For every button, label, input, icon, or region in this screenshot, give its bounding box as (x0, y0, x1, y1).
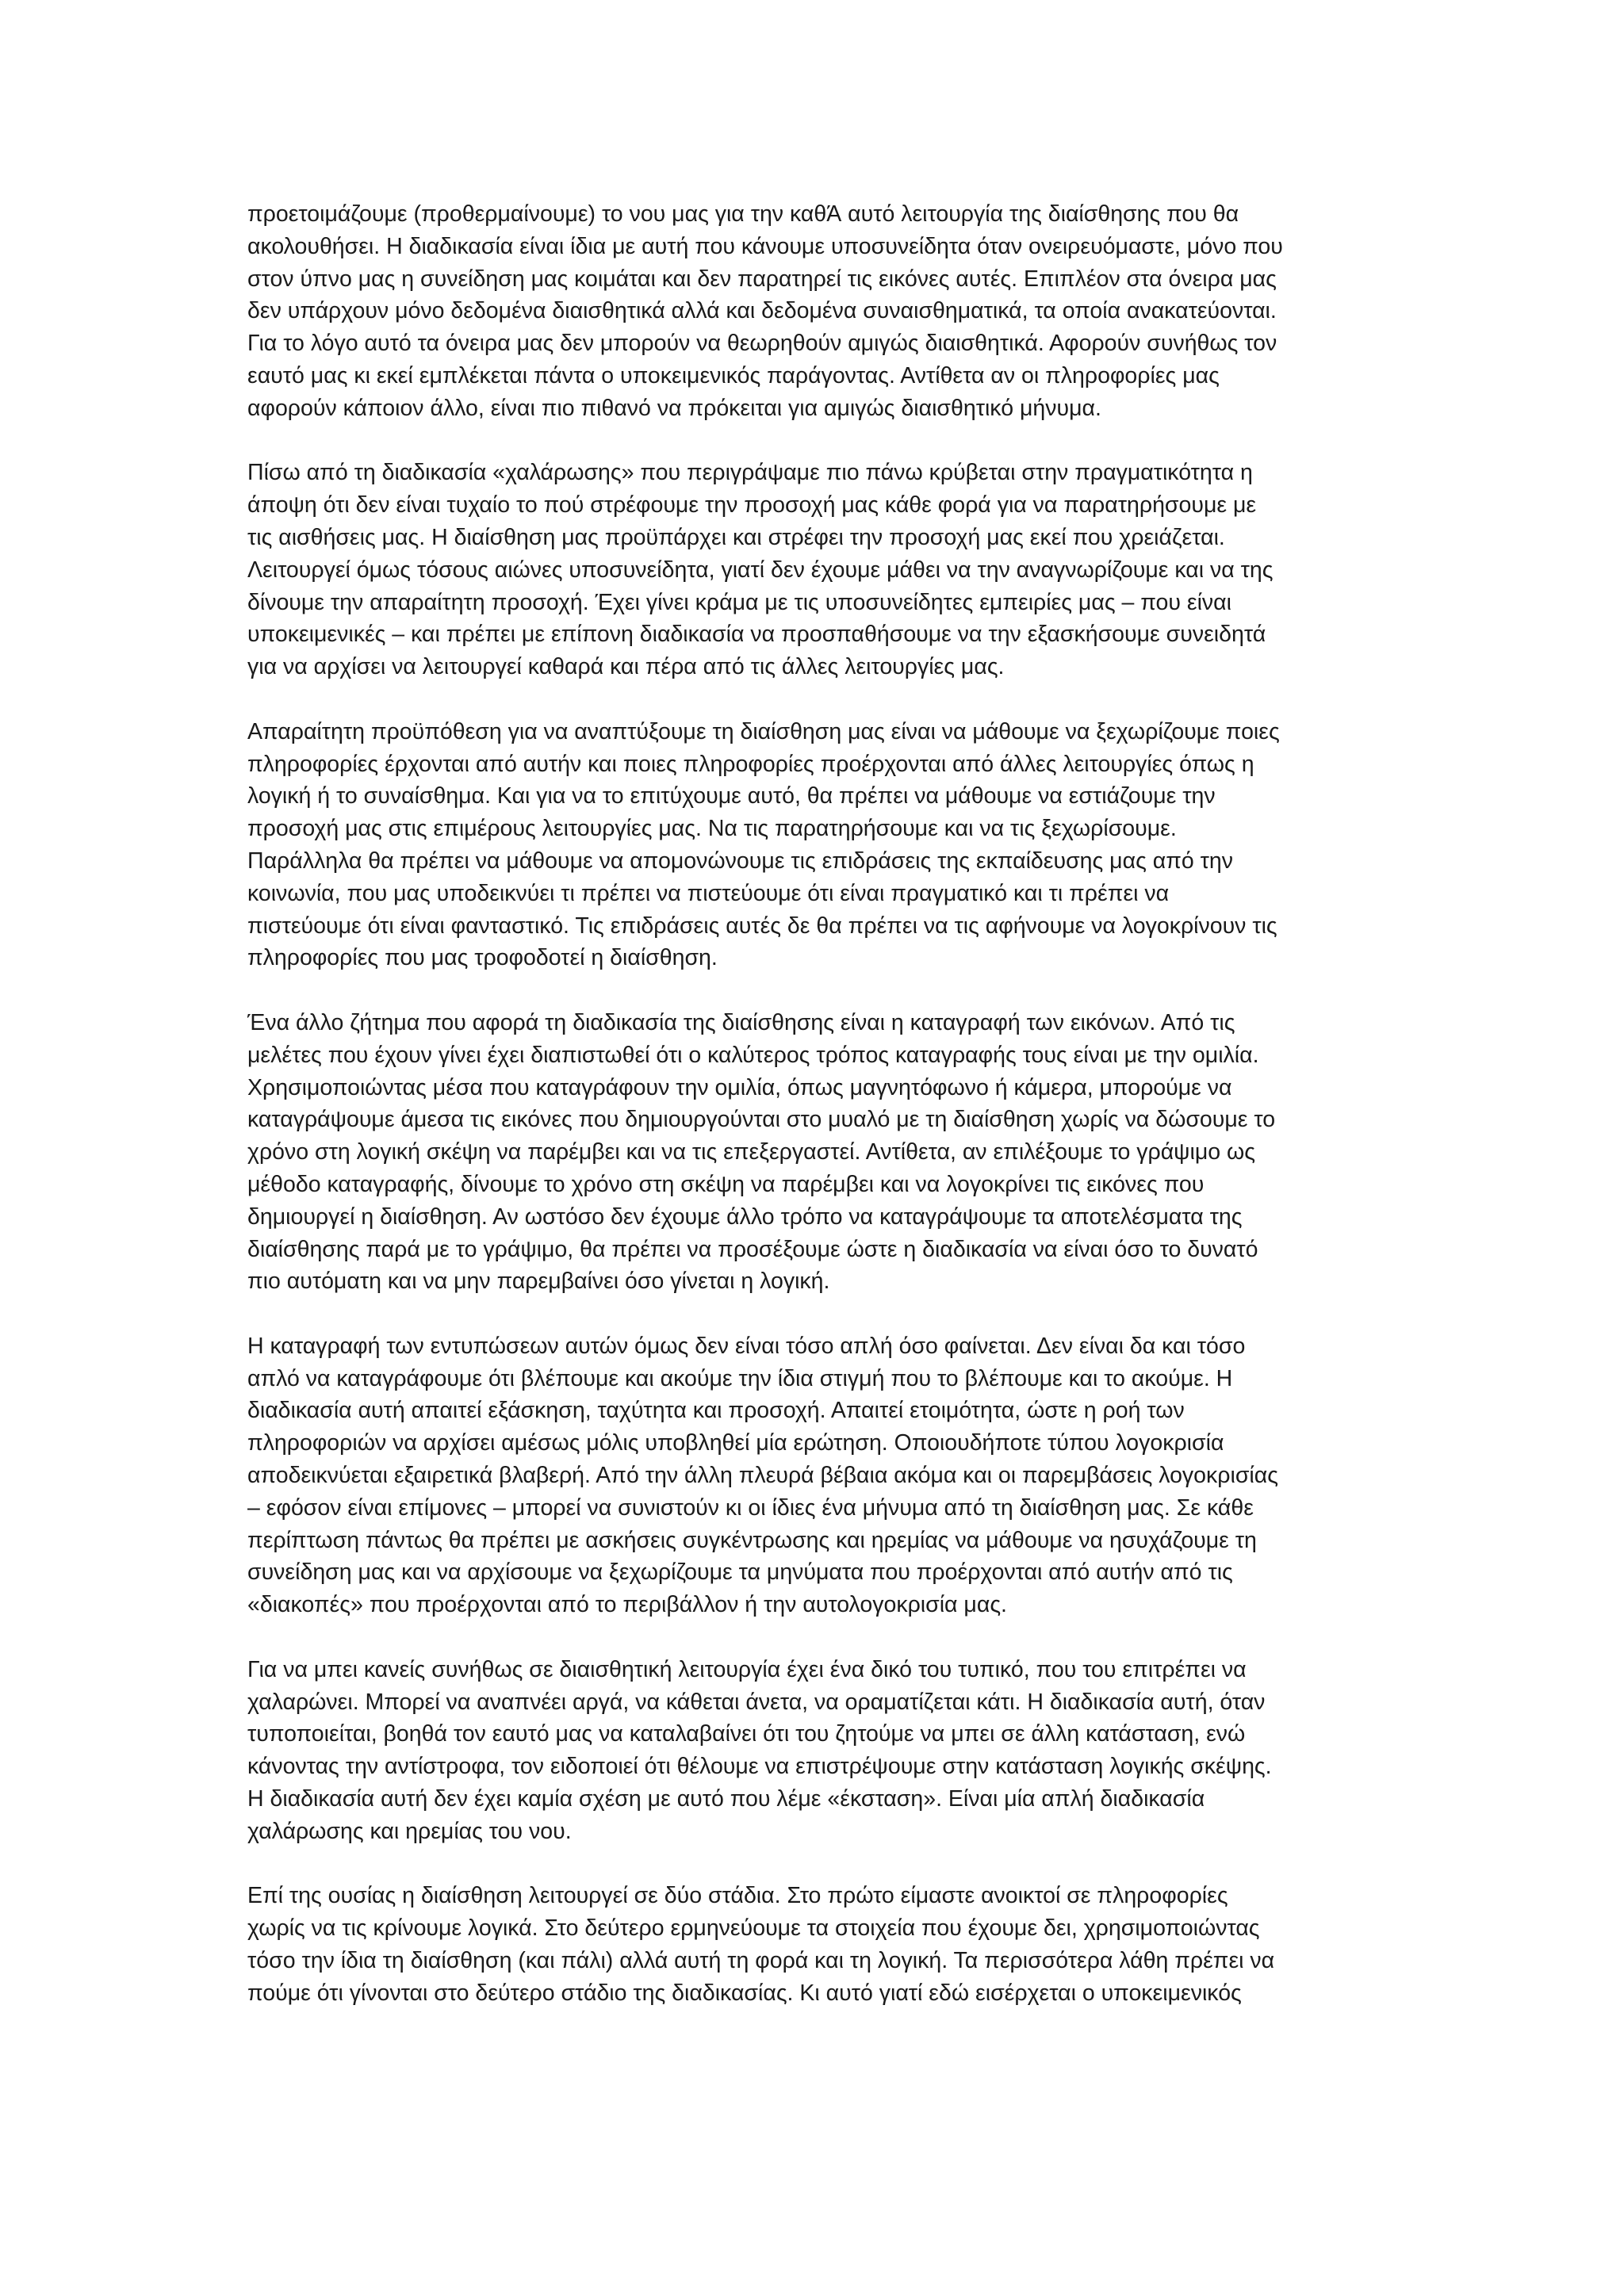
text-line: Πίσω από τη διαδικασία «χαλάρωσης» που περιγράψαμε πιο πάνω κρύβεται στην πραγματικότητα η (247, 460, 1253, 486)
paragraph-7 (247, 1880, 1397, 2009)
text-line: χαλαρώνει. Μπορεί να αναπνέει αργά, να κάθεται άνετα, να οραματίζεται κάτι. Η διαδικασία αυτή, όταν (247, 1689, 1266, 1715)
text-line: Επί της ουσίας η διαίσθηση λειτουργεί σε δύο στάδια. Στο πρώτο είμαστε ανοικτοί σε πληροφορίες (247, 1883, 1228, 1909)
text-line: πούμε ότι γίνονται στο δεύτερο στάδιο της διαδικασίας. Κι αυτό γιατί εδώ εισέρχεται ο υποκειμενικός (247, 1980, 1242, 2006)
text-line: απλό να καταγράφουμε ότι βλέπουμε και ακούμε την ίδια στιγμή που το βλέπουμε και το ακούμε. Η (247, 1365, 1233, 1391)
text-line: Για το λόγο αυτό τα όνειρα μας δεν μπορούν να θεωρηθούν αμιγώς διαισθητικά. Αφορούν συνήθως τον (247, 331, 1277, 357)
text-line: πιστεύουμε ότι είναι φανταστικό. Τις επιδράσεις αυτές δε θα πρέπει να τις αφήνουμε να λογοκρίνουν τις (247, 913, 1277, 939)
text-line: υποκειμενικές – και πρέπει με επίπονη διαδικασία να προσπαθήσουμε να την εξασκήσουμε συνειδητά (247, 622, 1266, 648)
text-line: δίνουμε την απαραίτητη προσοχή. Έχει γίνει κράμα με τις υποσυνείδητες εμπειρίες μας – που είναι (247, 589, 1231, 615)
text-line: μέθοδο καταγραφής, δίνουμε το χρόνο στη σκέψη να παρέμβει και να λογοκρίνει τις εικόνες που (247, 1171, 1205, 1197)
text-line: πληροφορίες έρχονται από αυτήν και ποιες πληροφορίες προέρχονται από άλλες λειτουργίες όπως η (247, 751, 1254, 777)
paragraph-5 (247, 1330, 1397, 1621)
text-line: άποψη ότι δεν είναι τυχαίο το πού στρέφουμε την προσοχή μας κάθε φορά για να παρατηρήσουμε με (247, 492, 1257, 519)
text-line: χαλάρωσης και ηρεμίας του νου. (247, 1818, 572, 1844)
text-line: διαδικασία αυτή απαιτεί εξάσκηση, ταχύτητα και προσοχή. Απαιτεί ετοιμότητα, ώστε η ροή των (247, 1398, 1185, 1424)
text-line: αφορούν κάποιον άλλο, είναι πιο πιθανό να πρόκειται για αμιγώς διαισθητικό μήνυμα. (247, 395, 1101, 421)
text-line: πληροφορίες που μας τροφοδοτεί η διαίσθηση. (247, 945, 718, 971)
text-line: Για να μπει κανείς συνήθως σε διαισθητική λειτουργία έχει ένα δικό του τυπικό, που του επιτρέπει να (247, 1656, 1247, 1682)
text-line: κοινωνία, που μας υποδεικνύει τι πρέπει να πιστεύουμε ότι είναι πραγματικό και τι πρέπει να (247, 880, 1170, 906)
text-line: τυποποιείται, βοηθά τον εαυτό μας να καταλαβαίνει ότι του ζητούμε να μπει σε άλλη κατάσταση, ενώ (247, 1721, 1246, 1747)
text-line: ακολουθήσει. Η διαδικασία είναι ίδια με αυτή που κάνουμε υποσυνείδητα όταν ονειρευόμαστε, μόνο που (247, 233, 1283, 259)
text-line: αποδεικνύεται εξαιρετικά βλαβερή. Από την άλλη πλευρά βέβαια ακόμα και οι παρεμβάσεις λογοκρισίας (247, 1463, 1278, 1489)
text-line: Χρησιμοποιώντας μέσα που καταγράφουν την ομιλία, όπως μαγνητόφωνο ή κάμερα, μπορούμε να (247, 1074, 1232, 1100)
text-line: συνείδηση μας και να αρχίσουμε να ξεχωρίζουμε τα μηνύματα που προέρχονται από αυτήν από τις (247, 1559, 1233, 1586)
text-line: κάνοντας την αντίστροφα, τον ειδοποιεί ότι θέλουμε να επιστρέψουμε στην κατάσταση λογικής σκέψης. (247, 1754, 1272, 1780)
text-line: τις αισθήσεις μας. Η διαίσθηση μας προϋπάρχει και στρέφει την προσοχή μας εκεί που χρειάζεται. (247, 524, 1225, 550)
text-line: διαίσθησης παρά με το γράψιμο, θα πρέπει να προσέξουμε ώστε η διαδικασία να είναι όσο το δυνατό (247, 1236, 1258, 1262)
text-line: τόσο την ίδια τη διαίσθηση (και πάλι) αλλά αυτή τη φορά και τη λογική. Τα περισσότερα λάθη πρέπει να (247, 1948, 1275, 1974)
text-line: δεν υπάρχουν μόνο δεδομένα διαισθητικά αλλά και δεδομένα συναισθηματικά, τα οποία ανακατεύονται. (247, 298, 1277, 324)
paragraph-6 (247, 1654, 1397, 1848)
text-line: – εφόσον είναι επίμονες – μπορεί να συνιστούν κι οι ίδιες ένα μήνυμα από τη διαίσθηση μας. Σε κάθε (247, 1494, 1254, 1521)
document-page (247, 198, 1397, 2042)
text-line: περίπτωση πάντως θα πρέπει με ασκήσεις συγκέντρωσης και ηρεμίας να μάθουμε να ησυχάζουμε τη (247, 1527, 1257, 1553)
paragraph-3 (247, 716, 1397, 974)
text-line: δημιουργεί η διαίσθηση. Αν ωστόσο δεν έχουμε άλλο τρόπο να καταγράψουμε τα αποτελέσματα της (247, 1203, 1243, 1230)
text-line: Η καταγραφή των εντυπώσεων αυτών όμως δεν είναι τόσο απλή όσο φαίνεται. Δεν είναι δα και τόσο (247, 1333, 1246, 1359)
paragraph-2 (247, 457, 1397, 683)
text-line: χρόνο στη λογική σκέψη να παρέμβει και να τις επεξεργαστεί. Αντίθετα, αν επιλέξουμε το γράψιμο ως (247, 1139, 1255, 1165)
text-line: στον ύπνο μας η συνείδηση μας κοιμάται και δεν παρατηρεί τις εικόνες αυτές. Επιπλέον στα όνειρα μας (247, 266, 1277, 292)
text-line: Λειτουργεί όμως τόσους αιώνες υποσυνείδητα, γιατί δεν έχουμε μάθει να την αναγνωρίζουμε και να της (247, 557, 1274, 583)
text-line: «διακοπές» που προέρχονται από το περιβάλλον ή την αυτολογοκρισία μας. (247, 1592, 1007, 1618)
text-line: Παράλληλα θα πρέπει να μάθουμε να απομονώνουμε τις επιδράσεις της εκπαίδευσης μας από την (247, 848, 1233, 874)
text-line: προετοιμάζουμε (προθερμαίνουμε) το νου μας για την καθΆ αυτό λειτουργία της διαίσθησης που θα (247, 201, 1239, 227)
text-line: Η διαδικασία αυτή δεν έχει καμία σχέση με αυτό που λέμε «έκσταση». Είναι μία απλή διαδικασία (247, 1786, 1205, 1812)
paragraph-1 (247, 198, 1397, 425)
text-line: προσοχή μας στις επιμέρους λειτουργίες μας. Να τις παρατηρήσουμε και να τις ξεχωρίσουμε. (247, 816, 1177, 842)
text-line: για να αρχίσει να λειτουργεί καθαρά και πέρα από τις άλλες λειτουργίες μας. (247, 654, 1005, 680)
text-line: πληροφοριών να αρχίσει αμέσως μόλις υποβληθεί μία ερώτηση. Οποιουδήποτε τύπου λογοκρισία (247, 1430, 1224, 1456)
text-line: λογική ή το συναίσθημα. Και για να το επιτύχουμε αυτό, θα πρέπει να μάθουμε να εστιάζουμε την (247, 783, 1216, 809)
text-line: μελέτες που έχουν γίνει έχει διαπιστωθεί ότι ο καλύτερος τρόπος καταγραφής τους είναι με την ομιλία. (247, 1042, 1259, 1068)
text-line: Ένα άλλο ζήτημα που αφορά τη διαδικασία της διαίσθησης είναι η καταγραφή των εικόνων. Από τις (247, 1009, 1235, 1035)
text-line: καταγράψουμε άμεσα τις εικόνες που δημιουργούνται στο μυαλό με τη διαίσθηση χωρίς να δώσουμε το (247, 1107, 1276, 1133)
text-line: πιο αυτόματη και να μην παρεμβαίνει όσο γίνεται η λογική. (247, 1269, 830, 1295)
text-line: χωρίς να τις κρίνουμε λογικά. Στο δεύτερο ερμηνεύουμε τα στοιχεία που έχουμε δει, χρησιμοποιώντας (247, 1915, 1260, 1942)
paragraph-4 (247, 1007, 1397, 1298)
text-line: Απαραίτητη προϋπόθεση για να αναπτύξουμε τη διαίσθηση μας είναι να μάθουμε να ξεχωρίζουμε ποιες (247, 718, 1280, 744)
text-line: εαυτό μας κι εκεί εμπλέκεται πάντα ο υποκειμενικός παράγοντας. Αντίθετα αν οι πληροφορίες μας (247, 362, 1220, 388)
